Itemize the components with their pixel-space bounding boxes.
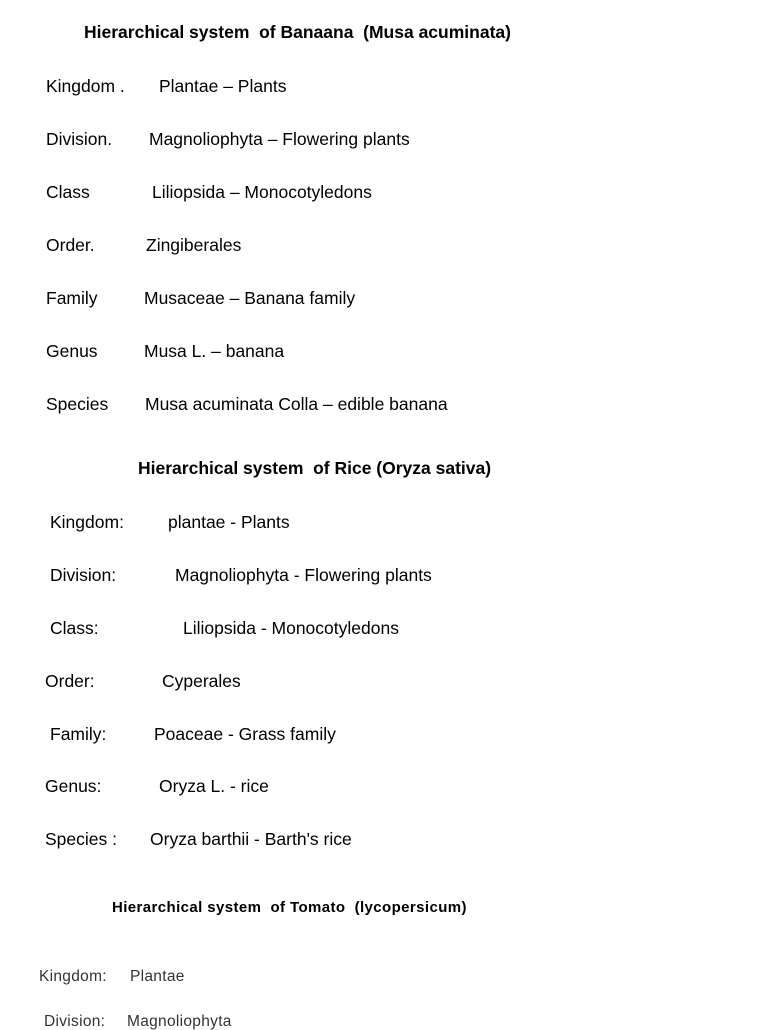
rice-class-rank: Class: bbox=[50, 618, 99, 638]
rice-species-value: Oryza barthii - Barth's rice bbox=[150, 829, 352, 849]
rice-order-value: Cyperales bbox=[162, 671, 241, 691]
banana-family-rank: Family bbox=[46, 288, 98, 308]
banana-division-value: Magnoliophyta – Flowering plants bbox=[149, 129, 410, 149]
banana-order-value: Zingiberales bbox=[146, 235, 242, 255]
banana-kingdom-value: Plantae – Plants bbox=[159, 76, 287, 96]
tomato-kingdom-rank: Kingdom: bbox=[39, 968, 107, 985]
rice-order-rank: Order: bbox=[45, 671, 95, 691]
rice-class-value: Liliopsida - Monocotyledons bbox=[183, 618, 399, 638]
tomato-kingdom-value: Plantae bbox=[130, 968, 185, 985]
banana-division-rank: Division. bbox=[46, 129, 113, 149]
banana-kingdom-rank: Kingdom . bbox=[46, 76, 125, 96]
rice-section-title: Hierarchical system of Rice (Oryza sativa) bbox=[138, 458, 492, 478]
banana-genus-value: Musa L. – banana bbox=[144, 341, 285, 361]
tomato-section-title: Hierarchical system of Tomato (lycopersicum) bbox=[112, 899, 467, 916]
banana-family-value: Musaceae – Banana family bbox=[144, 288, 356, 308]
rice-species-rank: Species : bbox=[45, 829, 117, 849]
tomato-division-value: Magnoliophyta bbox=[127, 1013, 232, 1030]
rice-family-rank: Family: bbox=[50, 724, 107, 744]
banana-section-title: Hierarchical system of Banaana (Musa acuminata) bbox=[84, 22, 511, 42]
rice-genus-value: Oryza L. - rice bbox=[159, 776, 269, 796]
rice-division-value: Magnoliophyta - Flowering plants bbox=[175, 565, 432, 585]
rice-kingdom-value: plantae - Plants bbox=[168, 512, 290, 532]
banana-species-rank: Species bbox=[46, 394, 109, 414]
rice-kingdom-rank: Kingdom: bbox=[50, 512, 124, 532]
banana-genus-rank: Genus bbox=[46, 341, 98, 361]
tomato-division-rank: Division: bbox=[44, 1013, 106, 1030]
rice-division-rank: Division: bbox=[50, 565, 117, 585]
rice-family-value: Poaceae - Grass family bbox=[154, 724, 336, 744]
banana-class-rank: Class bbox=[46, 182, 90, 202]
banana-class-value: Liliopsida – Monocotyledons bbox=[152, 182, 372, 202]
banana-species-value: Musa acuminata Colla – edible banana bbox=[145, 394, 448, 414]
rice-genus-rank: Genus: bbox=[45, 776, 102, 796]
banana-order-rank: Order. bbox=[46, 235, 95, 255]
